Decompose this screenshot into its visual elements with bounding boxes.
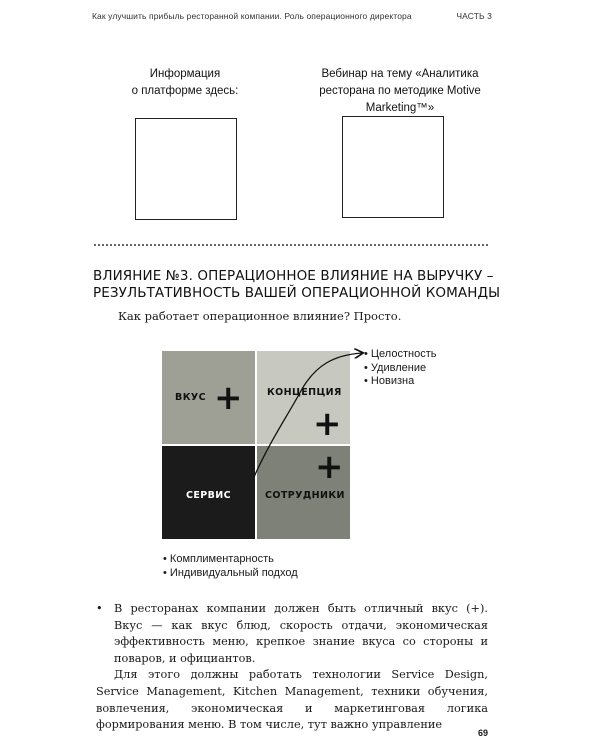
section-heading-line: ВЛИЯНИЕ №3. ОПЕРАЦИОННОЕ ВЛИЯНИЕ НА ВЫРУЧКУ – <box>93 268 494 284</box>
running-header-part: ЧАСТЬ 3 <box>456 11 492 21</box>
qr-block-platform <box>115 66 255 100</box>
diagram-bullets-right <box>364 348 436 389</box>
list-item: • Комплиментарность <box>163 553 298 567</box>
list-item: • Удивление <box>364 362 436 376</box>
intro-text: Как работает операционное влияние? Просто. <box>118 309 402 323</box>
plus-icon: + <box>313 404 342 444</box>
qr-caption-line: Вебинар на тему «Аналитика <box>321 68 479 80</box>
plus-icon: + <box>214 378 243 418</box>
list-item: • Индивидуальный подход <box>163 567 298 581</box>
cell-label: СОТРУДНИКИ <box>265 490 345 501</box>
qr-caption <box>285 66 515 117</box>
section-heading-line: РЕЗУЛЬТАТИВНОСТЬ ВАШЕЙ ОПЕРАЦИОННОЙ КОМАНДЫ <box>93 285 501 301</box>
list-item: • Целостность <box>364 348 436 362</box>
cell-servis <box>162 446 255 539</box>
qr-code-placeholder <box>135 118 237 220</box>
section-heading <box>93 268 513 302</box>
cell-label: ВКУС <box>175 392 206 403</box>
dotted-divider <box>94 244 488 246</box>
qr-caption-line: ресторана по методике Motive Marketing™» <box>319 85 481 114</box>
list-item: • Новизна <box>364 375 436 389</box>
cell-label: СЕРВИС <box>186 490 231 501</box>
qr-code-placeholder <box>342 116 444 218</box>
qr-block-webinar <box>285 66 515 117</box>
cell-vkus <box>162 351 255 444</box>
body-text <box>96 601 488 734</box>
qr-caption-line: Информация <box>149 68 221 80</box>
body-paragraph: Для этого должны работать технологии Service Design, Service Management, Kitchen Management, техники обучения, вовлечения, экономическая и маркетинговая логика формирования меню. В том числе, тут важно управление <box>96 668 488 732</box>
body-bullet-paragraph: • В ресторанах компании должен быть отличный вкус (+). Вкус — как вкус блюд, скорость отдачи, экономическая эффективность меню, крепкое знание вкуса со стороны и поваров, и официантов. <box>96 601 488 667</box>
plus-icon: + <box>315 447 344 487</box>
page-number: 69 <box>478 728 489 738</box>
cell-label: КОНЦЕПЦИЯ <box>267 387 342 398</box>
running-header <box>92 11 492 21</box>
qr-caption <box>115 66 255 100</box>
diagram-bullets-bottom <box>163 553 298 580</box>
running-header-title: Как улучшить прибыль ресторанной компании. Роль операционного директора <box>92 11 412 21</box>
curved-arrow-icon <box>250 345 370 485</box>
qr-caption-line: о платформе здесь: <box>131 85 239 97</box>
